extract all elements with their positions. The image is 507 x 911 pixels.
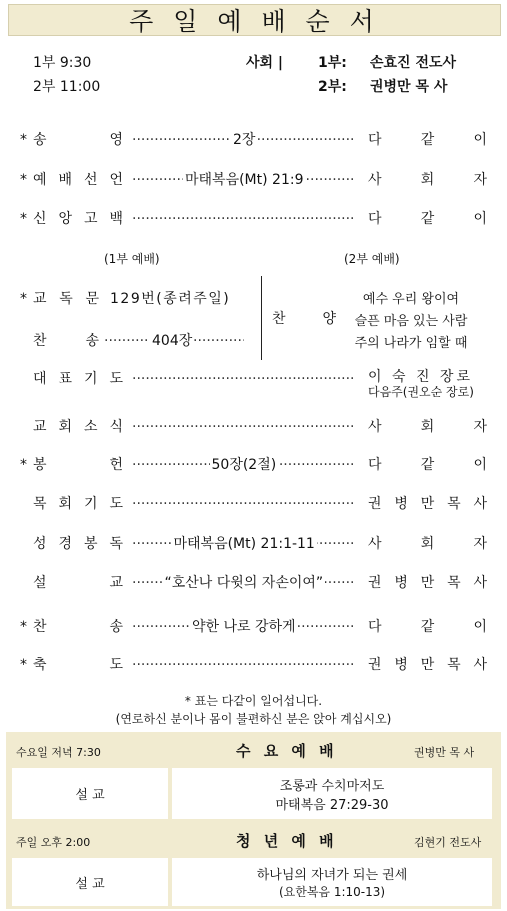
row-person: 사 회 자 [368,536,487,552]
row-person-next: 다음주(권오순 장로) [368,385,474,399]
order-row [0,493,507,515]
row-leader [132,493,356,515]
row-person: 이 숙 진 장로 [368,369,473,385]
row-star: * [20,211,27,227]
row-person: 권 병 만 목 사 [368,496,487,512]
order-row [0,368,507,399]
youth-leader: 김현기 전도사 [414,836,482,849]
split-first-label: (1부 예배) [104,252,160,266]
row-item: 교 회 소 식 [33,419,123,435]
wednesday-sermon-ref: 마태복음 27:29-30 [275,797,389,813]
order-row [0,454,507,476]
row-detail: 2장 [231,129,257,151]
order-row [0,169,507,191]
order-row [0,129,507,151]
leader-second-label: 2부: [318,79,347,95]
row-star: * [20,657,27,673]
row-item: 봉 헌 [33,457,123,473]
row-item: 설 교 [33,575,123,591]
row-person: 사 회 자 [368,419,487,435]
youth-sermon-ref: (요한복음 1:10-13) [278,885,386,899]
wednesday-sermon-cell [172,768,492,819]
youth-title: 청 년 예 배 [236,832,338,850]
row-person: 다 같 이 [368,619,487,635]
order-row [0,572,507,594]
youth-sermon-cell [172,858,492,906]
page-title-bar [8,4,501,36]
row-item: 찬 양 [272,311,336,327]
order-row [0,616,507,638]
wednesday-title: 수 요 예 배 [236,742,338,760]
note-seated: (연로하신 분이나 몸이 불편하신 분은 앉아 계십시오) [115,712,392,726]
youth-time: 주일 오후 2:00 [16,836,91,849]
row-item: 찬 송 [33,333,99,349]
row-item: 찬 송 [33,619,123,635]
row-star: * [20,172,27,188]
row-star: * [20,619,27,635]
order-row [0,416,507,438]
leader-second-name: 권병만 목 사 [370,79,448,95]
row-person: 다 같 이 [368,211,487,227]
row-text: 129번(종려주일) [110,291,231,307]
wednesday-sermon-label: 설 교 [12,768,168,819]
praise-line-3: 주의 나라가 임할 때 [354,336,468,351]
row-leader [132,208,356,230]
row-person: 사 회 자 [368,172,487,188]
wednesday-sermon-title: 조롱과 수치마저도 [279,778,385,794]
row-item: 예 배 선 언 [33,172,123,188]
row-detail: 마태복음(Mt) 21:9 [183,169,305,191]
order-row [0,208,507,230]
split-second-label: (2부 예배) [344,252,400,266]
service-time-second: 2부 11:00 [33,79,101,95]
row-star: * [20,291,27,307]
row-detail: “호산나 다윗의 자손이여” [163,572,326,594]
row-person: 권 병 만 목 사 [368,657,487,673]
wednesday-leader: 권병만 목 사 [414,746,475,759]
wednesday-time: 수요일 저녁 7:30 [16,746,101,759]
row-star: * [20,457,27,473]
leader-first-label: 1부: [318,55,347,71]
row-leader [132,368,356,390]
praise-line-2: 슬픈 마음 있는 사람 [354,314,468,329]
row-leader [132,416,356,438]
order-row [0,654,507,676]
row-leader [132,654,356,676]
row-detail: 50장(2절) [210,454,279,476]
service-time-first: 1부 9:30 [33,55,92,71]
row-item: 목 회 기 도 [33,496,123,512]
leader-first-name: 손효진 전도사 [370,55,457,71]
youth-sermon-title: 하나님의 자녀가 되는 권세 [256,868,408,883]
row-item: 성 경 봉 독 [33,536,123,552]
row-person: 다 같 이 [368,132,487,148]
order-row [0,533,507,555]
row-person: 다 같 이 [368,457,487,473]
row-detail: 약한 나로 강하게 [190,616,298,638]
row-detail: 마태복음(Mt) 21:1-11 [172,533,317,555]
praise-line-1: 예수 우리 왕이여 [362,292,460,307]
row-item: 대 표 기 도 [33,371,123,387]
row-text: 404장 [150,330,194,352]
leader-label: 사회 | [246,55,284,71]
page-title: 주 일 예 배 순 서 [129,7,380,36]
youth-sermon-label: 설 교 [12,858,168,906]
row-item: 송 영 [33,132,123,148]
note-standing: * 표는 다같이 일어섭니다. [184,694,323,708]
row-item: 교 독 문 [33,291,99,307]
row-item: 축 도 [33,657,123,673]
row-item: 신 앙 고 백 [33,211,123,227]
other-services-box [6,732,501,909]
row-person: 권 병 만 목 사 [368,575,487,591]
row-star: * [20,132,27,148]
